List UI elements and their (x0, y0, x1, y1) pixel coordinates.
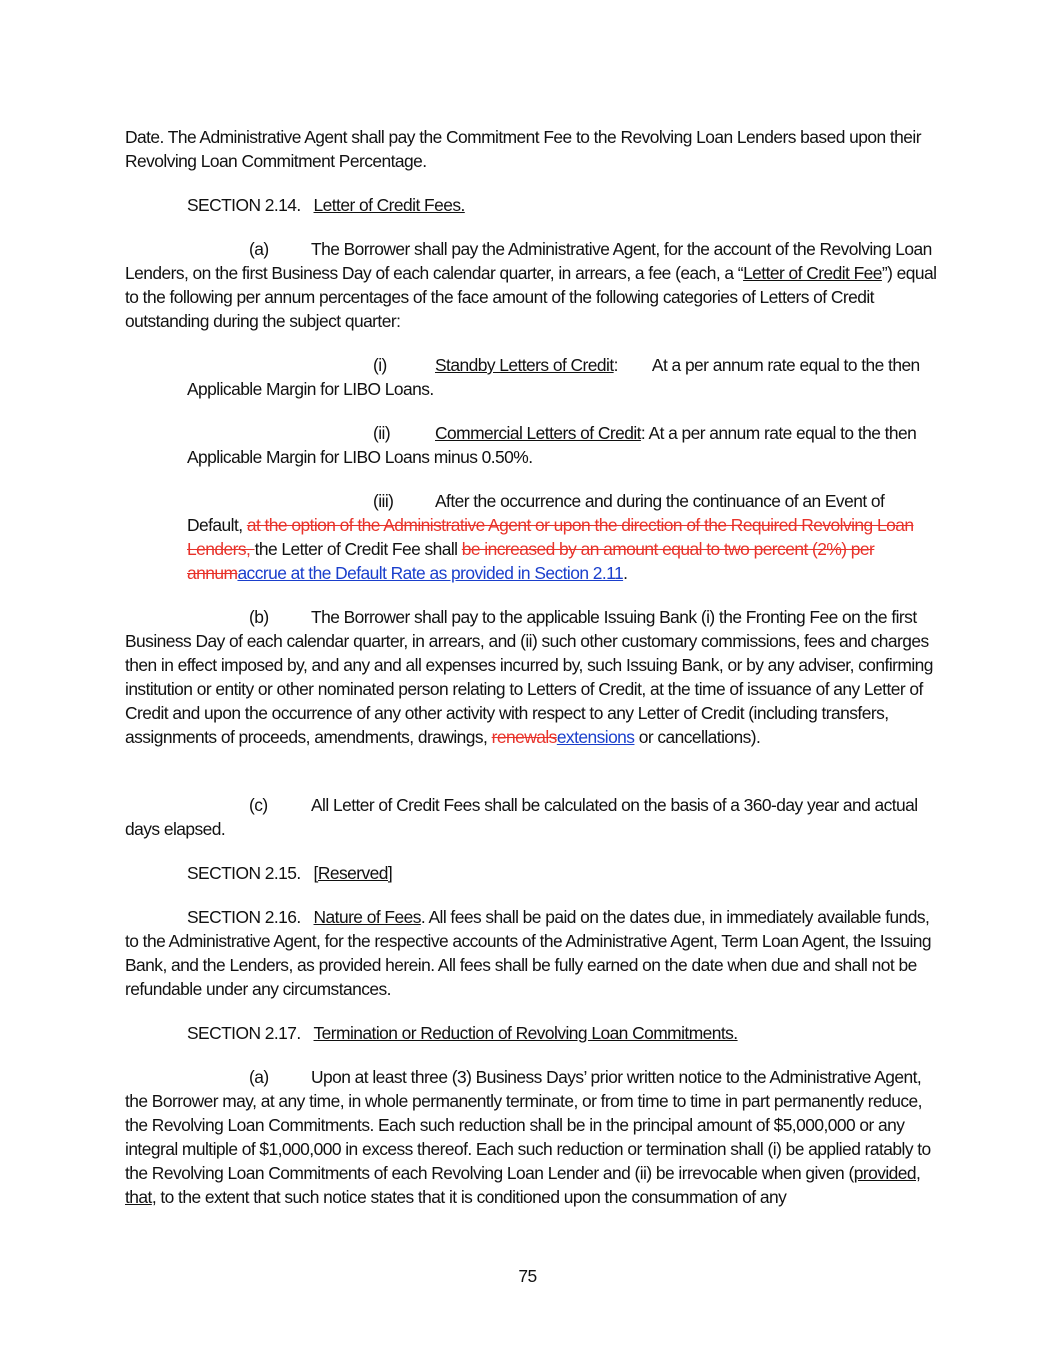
defined-term: Commercial Letters of Credit (435, 423, 641, 443)
subclause-iii: (iii) After the occurrence and during the continuance of an Event of Default, at the option of the Administrative Agent or upon the direction of the Required Revolving Loan Lenders, the Letter of Credit Fee shall be increased by an amount equal to two percent (2%) per annumaccrue at the Default Rate as provided in Section 2.11. (187, 491, 914, 583)
subclause-ii: (ii) Commercial Letters of Credit: At a per annum rate equal to the then Applicable Margin for LIBO Loans minus 0.50%. (187, 423, 917, 467)
section-2-16-paragraph: SECTION 2.16. Nature of Fees. All fees shall be paid on the dates due, in immediately available funds, to the Administrative Agent, for the respective accounts of the Administrative Agent, Term Loan Agent, the Issuing Bank, and the Lenders, as provided herein. All fees shall be fully earned on the date when due and shall not be refundable under any circumstances. (125, 907, 932, 999)
paragraph-2-14-b: (b) The Borrower shall pay to the applicable Issuing Bank (i) the Fronting Fee on the first Business Day of each calendar quarter, in arrears, and (ii) such other customary commissions, fees and charges then in effect imposed by, and any and all expenses incurred by, such Issuing Bank, or by any adviser, confirming institution or entity or other nominated person relating to Letters of Credit, at the time of issuance of any Letter of Credit and upon the occurrence of any other activity with respect to any Letter of Credit (including transfers, assignments of proceeds, amendments, drawings, renewalsextensions or cancellations). (125, 607, 933, 747)
section-label: SECTION 2.16. (187, 907, 301, 927)
defined-term: Standby Letters of Credit (435, 355, 614, 375)
deleted-text: at the option of the Administrative Agent or upon the direction of the Required Revolving Loan Lenders, (187, 515, 914, 559)
paragraph-2-14-a: (a) The Borrower shall pay the Administrative Agent, for the account of the Revolving Loan Lenders, on the first Business Day of each calendar quarter, in arrears, a fee (each, a “Letter of Credit Fee”) equal to the following per annum percentages of the face amount of the following categories of Letters of Credit outstanding during the subject quarter: (125, 239, 937, 331)
paragraph-continuation: Date. The Administrative Agent shall pay the Commitment Fee to the Revolving Loan Lenders based upon their Revolving Loan Commitment Percentage. (125, 127, 921, 171)
page-number: 75 (518, 1266, 537, 1286)
clause-number: (iii) (373, 491, 394, 511)
paragraph-2-14-c: (c) All Letter of Credit Fees shall be calculated on the basis of a 360-day year and actual days elapsed. (125, 795, 918, 839)
section-title: Nature of Fees (313, 907, 421, 927)
clause-number: (a) (249, 239, 269, 259)
subclause-i: (i) Standby Letters of Credit: At a per annum rate equal to the then Applicable Margin for LIBO Loans. (187, 355, 920, 399)
section-title: Termination or Reduction of Revolving Loan Commitments. (313, 1023, 738, 1043)
clause-number: (ii) (373, 423, 391, 443)
section-2-17-heading (125, 1021, 937, 1045)
section-title: [Reserved] (313, 863, 393, 883)
clause-number: (i) (373, 355, 387, 375)
inserted-text: extensions (556, 727, 635, 747)
clause-number: (b) (249, 607, 269, 627)
section-2-15-heading (125, 861, 937, 885)
clause-number: (c) (249, 795, 268, 815)
defined-term: Letter of Credit Fee (743, 263, 882, 283)
deleted-text: renewals (491, 727, 557, 747)
section-2-14-heading (125, 193, 937, 217)
section-label: SECTION 2.14. (187, 195, 301, 215)
section-label: SECTION 2.15. (187, 863, 301, 883)
defined-term: that (125, 1187, 152, 1207)
paragraph-2-17-a: (a) Upon at least three (3) Business Days’ prior written notice to the Administrative Agent, the Borrower may, at any time, in whole permanently terminate, or from time to time in part permanently reduce, the Revolving Loan Commitments. Each such reduction shall be in the principal amount of $5,000,000 or any integral multiple of $1,000,000 in excess thereof. Each such reduction or termination shall (i) be applied ratably to the Revolving Loan Commitments of each Revolving Loan Lender and (ii) be irrevocable when given (provided, that, to the extent that such notice states that it is conditioned upon the consummation of any (125, 1067, 931, 1207)
inserted-text: accrue at the Default Rate as provided in Section 2.11 (237, 563, 624, 583)
defined-term: provided (853, 1163, 917, 1183)
deleted-text: be increased by an amount equal to two percent (2%) per annum (187, 539, 875, 583)
section-title: Letter of Credit Fees. (313, 195, 465, 215)
section-label: SECTION 2.17. (187, 1023, 301, 1043)
clause-number: (a) (249, 1067, 269, 1087)
